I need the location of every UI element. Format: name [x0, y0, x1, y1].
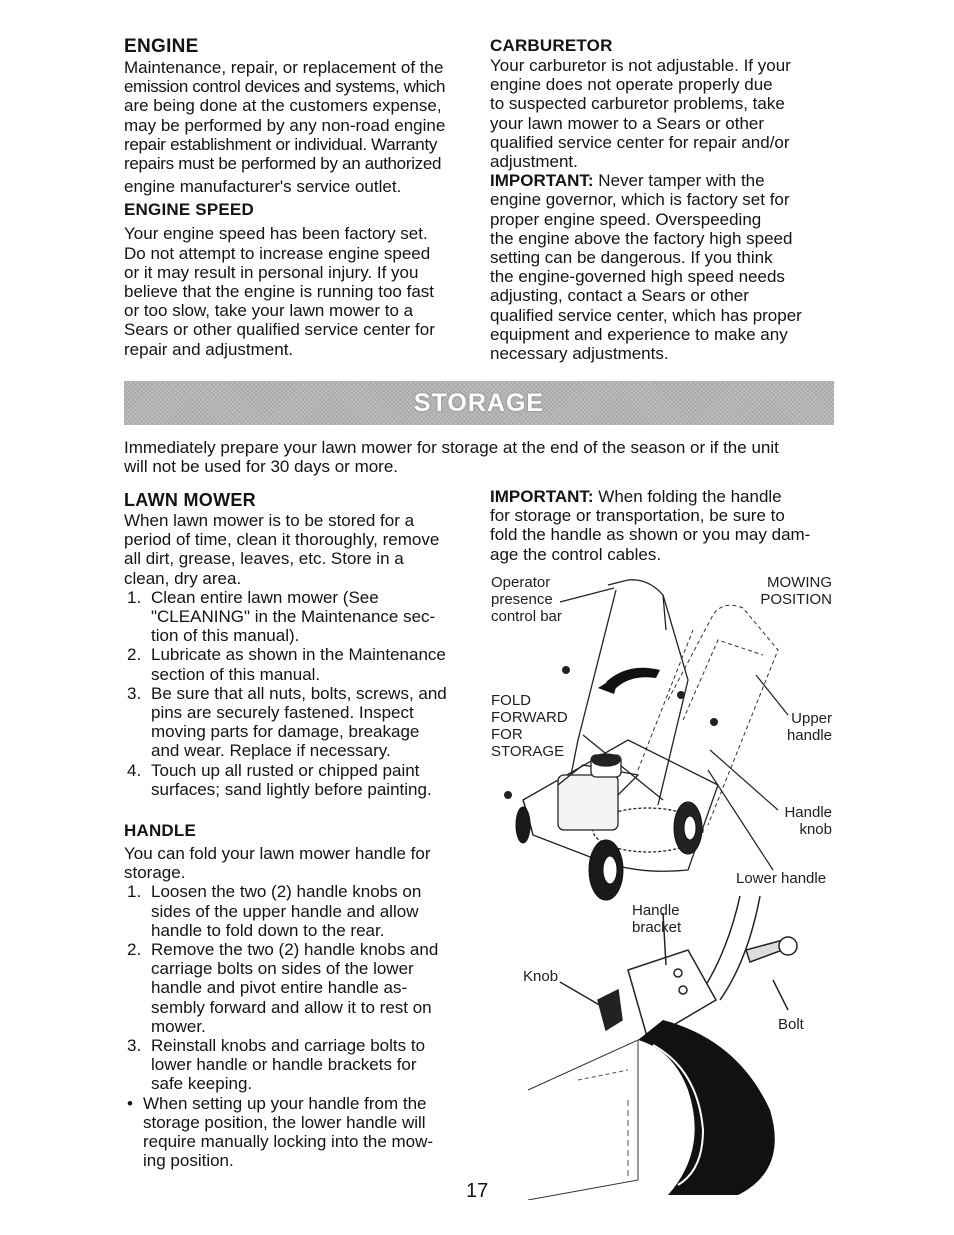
handle-paragraph: You can fold your lawn mower handle for storage. [124, 844, 431, 883]
engine-speed-paragraph: Your engine speed has been factory set. Do not attempt to increase engine speed or it may result in personal injury. If you believe that the engine is running too fast or too slow, take your lawn mower to a Sears or other qualified service center for repair and adjustment. [124, 224, 435, 359]
carburetor-section [490, 36, 835, 363]
list-item: 4. Touch up all rusted or chipped paint surfaces; sand lightly before painting. [127, 760, 432, 799]
lawn-mower-paragraph: When lawn mower is to be stored for a period of time, clean it thoroughly, remove all dirt, grease, leaves, etc. Store in a clean, dry area. [124, 511, 440, 588]
storage-banner-title: STORAGE [413, 388, 545, 417]
list-item: 3. Reinstall knobs and carriage bolts to lower handle or handle brackets for safe keeping. [127, 1036, 426, 1094]
handle-bracket-label: Handle bracket [632, 902, 682, 936]
operator-leader [560, 588, 614, 602]
carburetor-heading: CARBURETOR [490, 36, 613, 55]
handle-folding-illustration [488, 570, 838, 1200]
handle-steps [124, 882, 469, 1093]
folding-important-label: IMPORTANT: [490, 487, 594, 506]
lawn-mower-steps [124, 588, 469, 799]
carburetor-paragraph: Your carburetor is not adjustable. If your engine does not operate properly due to suspected carburetor problems, take your lawn mower to a Sears or other qualified service center for repair and/or adjustment. IMPORTANT: Never tamper with the engine governor, which is factory set for proper engine speed. Overspeeding the engine above the factory high speed setting can be dangerous. If you think the engine-governed high speed needs adjusting, contact a Sears or other qualified service center, which has proper equipment and experience to make any necessary adjustments. [490, 56, 802, 364]
carburetor-important-label: IMPORTANT: [490, 171, 594, 191]
list-item: 1. Loosen the two (2) handle knobs on sides of the upper handle and allow handle to fold down to the rear. [127, 882, 422, 940]
knob-label: Knob [523, 968, 559, 985]
page-number: 17 [466, 1180, 489, 1202]
lower-handle-label: Lower handle [736, 870, 827, 887]
engine-speed-heading: ENGINE SPEED [124, 200, 254, 220]
storage-banner [124, 381, 834, 425]
storage-intro: Immediately prepare your lawn mower for storage at the end of the season or if the unit will not be used for 30 days or more. [124, 438, 779, 477]
lawn-mower-section [124, 490, 469, 1171]
engine-heading: ENGINE [124, 36, 199, 57]
engine-section [124, 36, 474, 359]
fold-forward-label: FOLD FORWARD FOR STORAGE [491, 692, 568, 760]
folding-note: IMPORTANT: When folding the handle for storage or transportation, be sure to fold the handle as shown or you may dam- age the control cables. [490, 487, 811, 564]
list-item: 3. Be sure that all nuts, bolts, screws, and pins are securely fastened. Inspect moving parts for damage, breakage and wear. Replace if necessary. [127, 683, 447, 761]
list-item: 2. Lubricate as shown in the Maintenance section of this manual. [127, 645, 446, 684]
list-item: 2. Remove the two (2) handle knobs and carriage bolts on sides of the lower handle and pivot entire handle as- sembly forward and allow it to rest on mower. [127, 940, 439, 1036]
operator-presence-label: Operator presence control bar [491, 574, 562, 625]
handle-knob-label: Handle knob [784, 804, 832, 838]
mowing-position-label: MOWING POSITION [760, 574, 832, 608]
upper-handle-label: Upper handle [786, 710, 832, 744]
list-item: 1. Clean entire lawn mower (See "CLEANING" in the Maintenance sec- tion of this manual). [127, 587, 436, 646]
lawn-mower-heading: LAWN MOWER [124, 490, 256, 510]
handle-heading: HANDLE [124, 821, 197, 841]
bolt-label: Bolt [778, 1016, 804, 1033]
wheel-detail [528, 1020, 775, 1200]
handle-bullet-note: • When setting up your handle from the storage position, the lower handle will require manually locking into the mow- ing position. [127, 1093, 434, 1171]
folded-handle [568, 580, 688, 805]
engine-paragraph: Maintenance, repair, or replacement of the emission control devices and systems, which are being done at the customers expense, may be performed by any non-road engine repair establishment or individual. Warranty repairs must be performed by an authorized engine manufacturer's service outlet. [124, 58, 446, 197]
